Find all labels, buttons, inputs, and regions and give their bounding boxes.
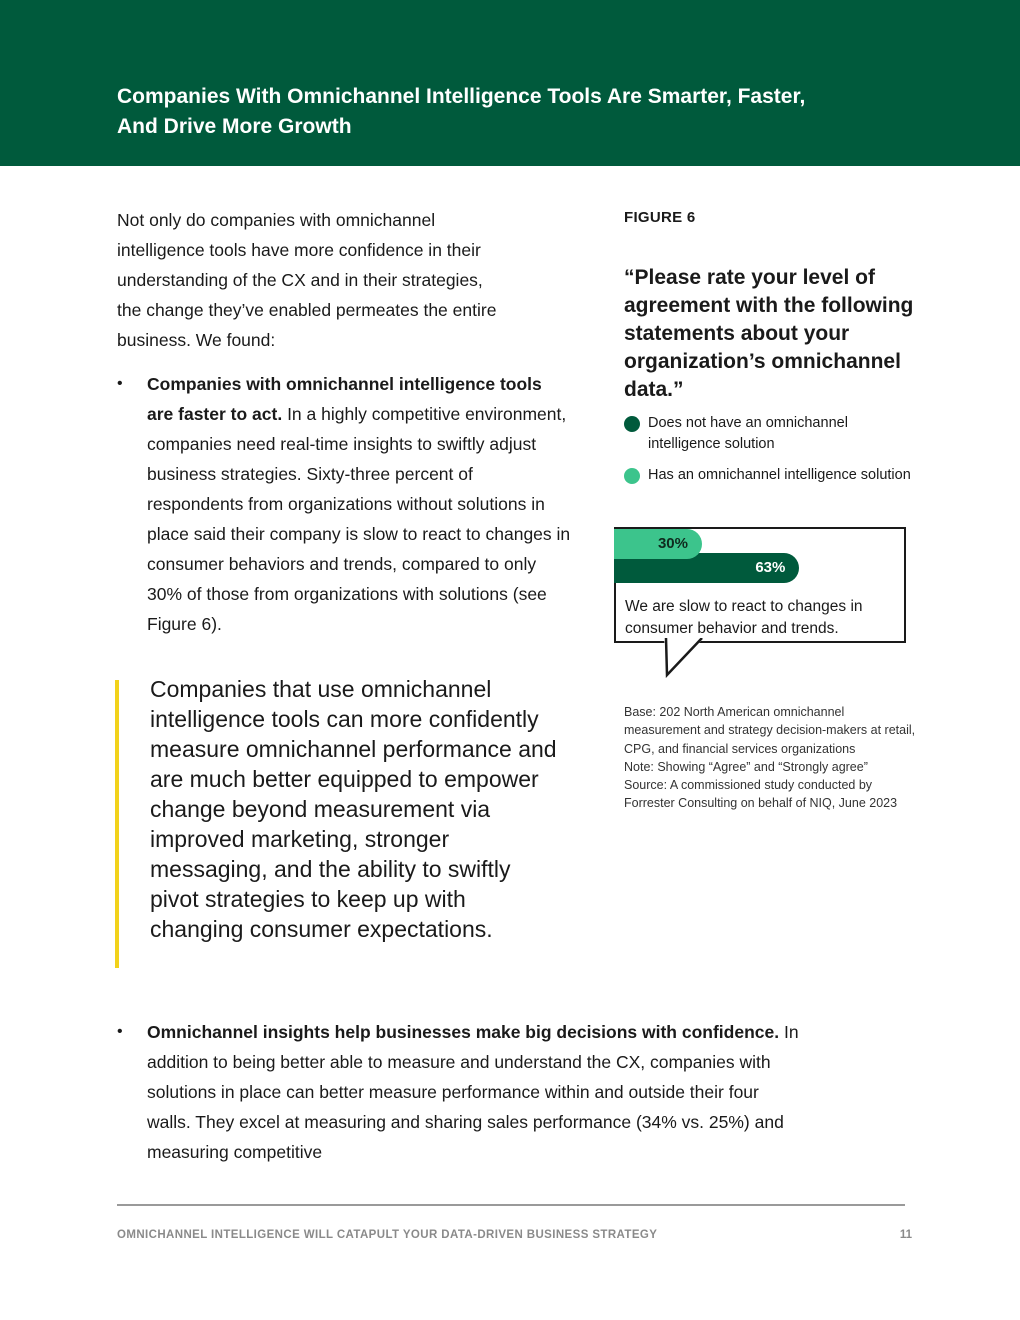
figure-question: “Please rate your level of agreement with the following statements about your organization’s omnichannel data.” [624,266,914,401]
page-title-line1: Companies With Omnichannel Intelligence Tools Are Smarter, Faster, [117,85,806,108]
bar-has-solution [614,529,703,559]
pull-quote: Companies that use omnichannel intelligence tools can more confidently measure omnichannel performance and are much better equipped to empower change beyond measurement via improved marketing, stronger messaging, and the ability to swiftly pivot strategies to keep up with changing consumer expectations. [150,676,557,942]
bullet-heading: Omnichannel insights help businesses make big decisions with confidence. [147,1022,780,1042]
bullet-marker: • [117,375,123,392]
footer-divider [117,1204,905,1206]
legend-swatch-light [624,468,640,484]
intro-line: Not only do companies with omnichannel [117,210,436,230]
header-banner [0,0,1020,166]
page-title-line2: And Drive More Growth [117,115,352,138]
footer-title: OMNICHANNEL INTELLIGENCE WILL CATAPULT YOUR DATA-DRIVEN BUSINESS STRATEGY [117,1229,658,1241]
bar-value-label: 63% [755,559,786,576]
bullet-item-big-decisions [117,1017,807,1167]
source-base: Base: 202 North American omnichannel measurement and strategy decision-makers at retail, CPG, and financial services organizations [624,705,916,756]
intro-line: business. We found: [117,330,276,350]
legend-item-no-solution [624,413,914,455]
bullet-text [147,369,572,639]
source-note: Note: Showing “Agree” and “Strongly agree” [624,759,868,774]
figure-source [624,703,924,813]
bullet-marker: • [117,1023,123,1040]
source-credit: Source: A commissioned study conducted by Forrester Consulting on behalf of NIQ, June 2023 [624,778,898,811]
bar-value-label: 30% [657,535,688,552]
pull-quote-bar [115,680,119,968]
chart-callout-box [614,527,906,643]
chart-category-label: We are slow to react to changes in consumer behavior and trends. [625,598,863,637]
bullet-item-faster-to-act [117,369,572,639]
page-title [117,82,897,142]
intro-line: the change they’ve enabled permeates the entire [117,300,497,320]
figure-label: FIGURE 6 [624,209,696,226]
legend-label: Has an omnichannel intelligence solution [648,467,911,483]
bullet-body: In a highly competitive environment, companies need real-time insights to swiftly adjust business strategies. Sixty-three percent of respondents from organizations without solutions in place said their company is slow to react to changes in consumer behaviors and trends, compared to only 30% of those from organizations with solutions (see Figure 6). [147,404,571,634]
callout-tail [664,638,704,678]
legend-item-has-solution [624,465,914,486]
page-number: 11 [899,1229,912,1241]
legend-label: Does not have an omnichannel intelligence solution [648,415,848,452]
intro-line: intelligence tools have more confidence in their [117,240,481,260]
bullet-body: In addition to being better able to measure and understand the CX, companies with solutions in place can better measure performance within and outside their four walls. They excel at measuring and sharing sales performance (34% vs. 25%) and measuring competitive [147,1022,799,1162]
bullet-heading: Companies with omnichannel intelligence tools are faster to act. [147,374,542,424]
intro-paragraph [117,205,557,355]
intro-line: understanding of the CX and in their strategies, [117,270,483,290]
legend-swatch-dark [624,416,640,432]
bullet-text [147,1017,807,1167]
